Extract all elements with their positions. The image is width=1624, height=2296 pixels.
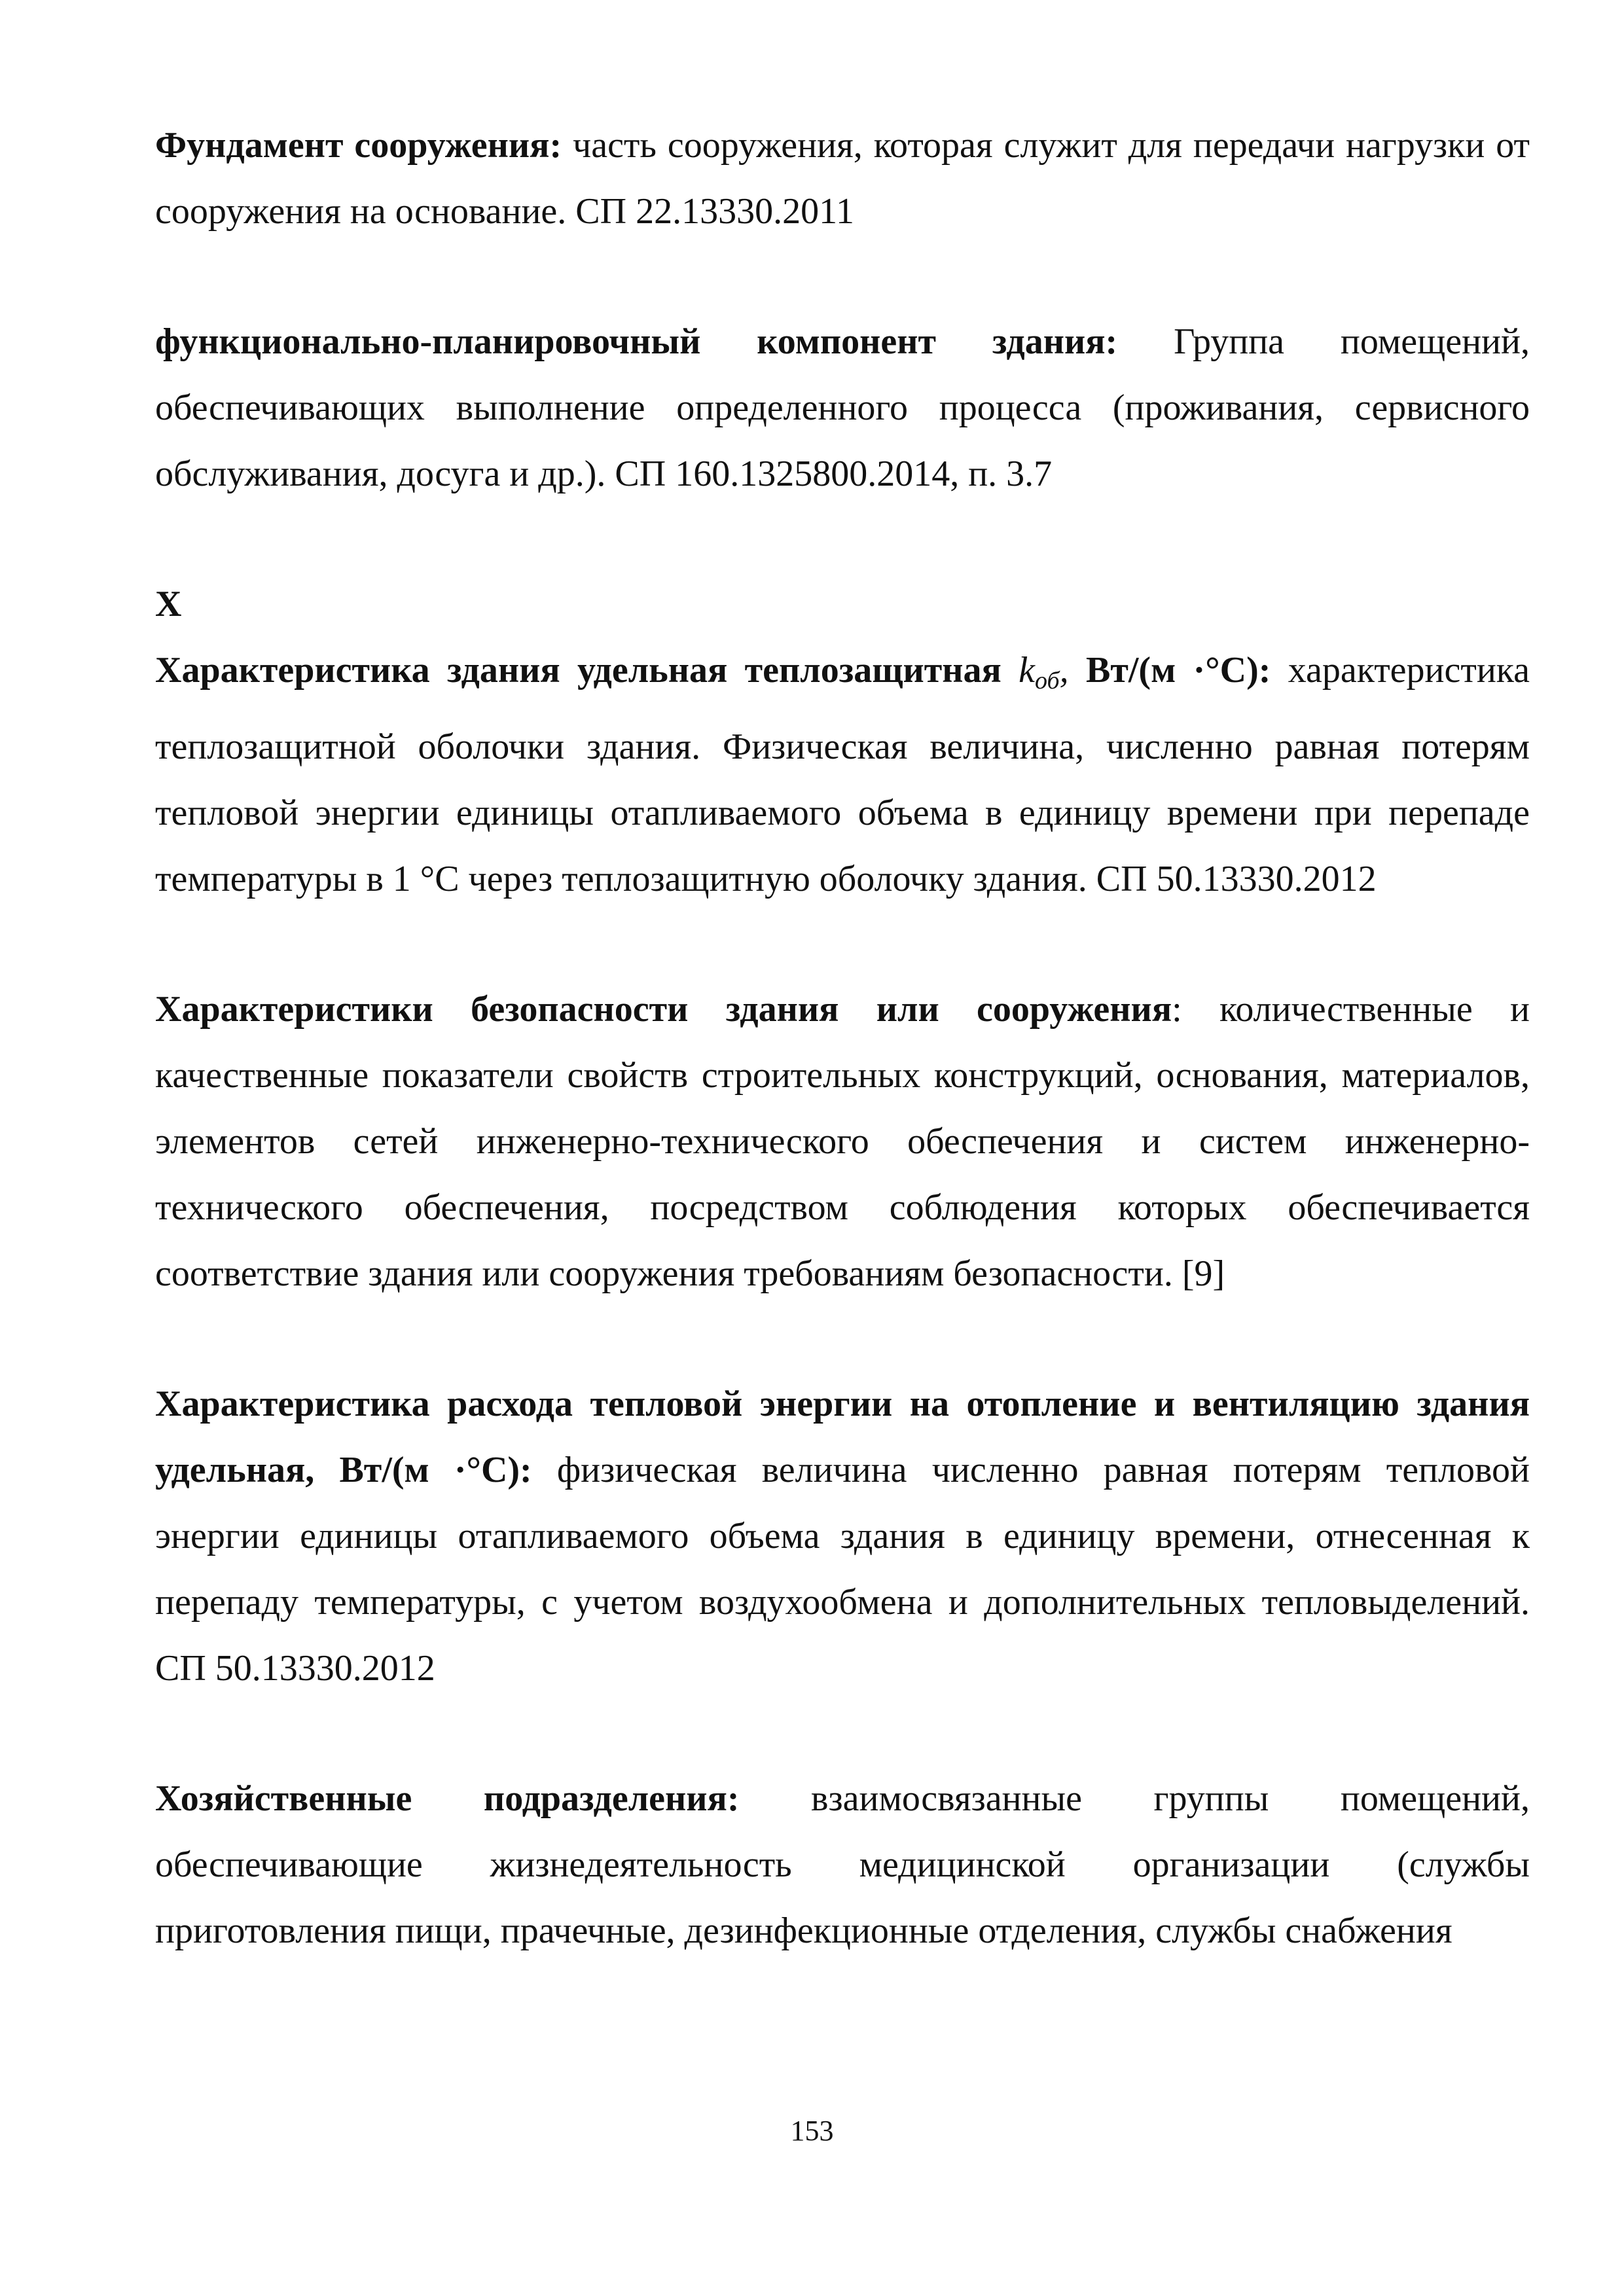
symbol-comma: , bbox=[1059, 650, 1069, 691]
term: Хозяйственные подразделения: bbox=[155, 1778, 740, 1819]
term: функционально-планировочный компонент здания: bbox=[155, 321, 1118, 362]
definition-functional-component bbox=[155, 309, 1530, 507]
definition-household-units bbox=[155, 1766, 1530, 1964]
term-end: Вт/(м ·°С): bbox=[1068, 650, 1271, 691]
definition-text: часть сооружения, которая служит для передачи нагрузки от сооружения на основание. СП 22.13330.2011 bbox=[155, 125, 1530, 232]
definition-safety-characteristics bbox=[155, 977, 1530, 1307]
definition-text: : количественные и качественные показатели свойств строительных конструкций, основания, материалов, элементов сетей инженерно-технического обеспечения и систем инженерно-технического обеспечения, посредством соблюдения которых обеспечивается соответствие здания или сооружения требованиям безопасности. [9] bbox=[155, 989, 1530, 1294]
document-body bbox=[155, 113, 1530, 1964]
page-number: 153 bbox=[790, 2115, 834, 2147]
definition-text: взаимосвязанные группы помещений, обеспечивающие жизнедеятельность медицинской организации (службы приготовления пищи, прачечные, дезинфекционные отделения, службы снабжения bbox=[155, 1778, 1530, 1951]
term bbox=[155, 650, 1271, 694]
symbol-letter: k bbox=[1019, 650, 1036, 691]
definition-thermal-characteristic bbox=[155, 637, 1530, 912]
term: Характеристики безопасности здания или сооружения bbox=[155, 989, 1172, 1030]
definition-text: физическая величина численно равная потерям тепловой энергии единицы отапливаемого объема здания в единицу времени, отнесенная к перепаду температуры, с учетом воздухообмена и дополнительных тепловыделений. СП 50.13330.2012 bbox=[155, 1450, 1530, 1689]
term: Фундамент сооружения: bbox=[155, 125, 562, 166]
definition-text: Группа помещений, обеспечивающих выполнение определенного процесса (проживания, сервисного обслуживания, досуга и др.). СП 160.1325800.2014, п. 3.7 bbox=[155, 321, 1530, 494]
definition-foundation bbox=[155, 113, 1530, 245]
term: Характеристика расхода тепловой энергии на отопление и вентиляцию здания удельная, Вт/(м ·°С): bbox=[155, 1384, 1530, 1490]
term-start: Характеристика здания удельная теплозащитная bbox=[155, 650, 1019, 691]
symbol-k-ob bbox=[1019, 650, 1069, 694]
symbol-subscript: об bbox=[1035, 667, 1060, 694]
definition-text: характеристика теплозащитной оболочки здания. Физическая величина, численно равная потерям тепловой энергии единицы отапливаемого объема в единицу времени при перепаде температуры в 1 °С через теплозащитную оболочку здания. СП 50.13330.2012 bbox=[155, 650, 1530, 899]
section-letter-heading: Х bbox=[155, 584, 182, 624]
definition-heat-consumption bbox=[155, 1371, 1530, 1702]
